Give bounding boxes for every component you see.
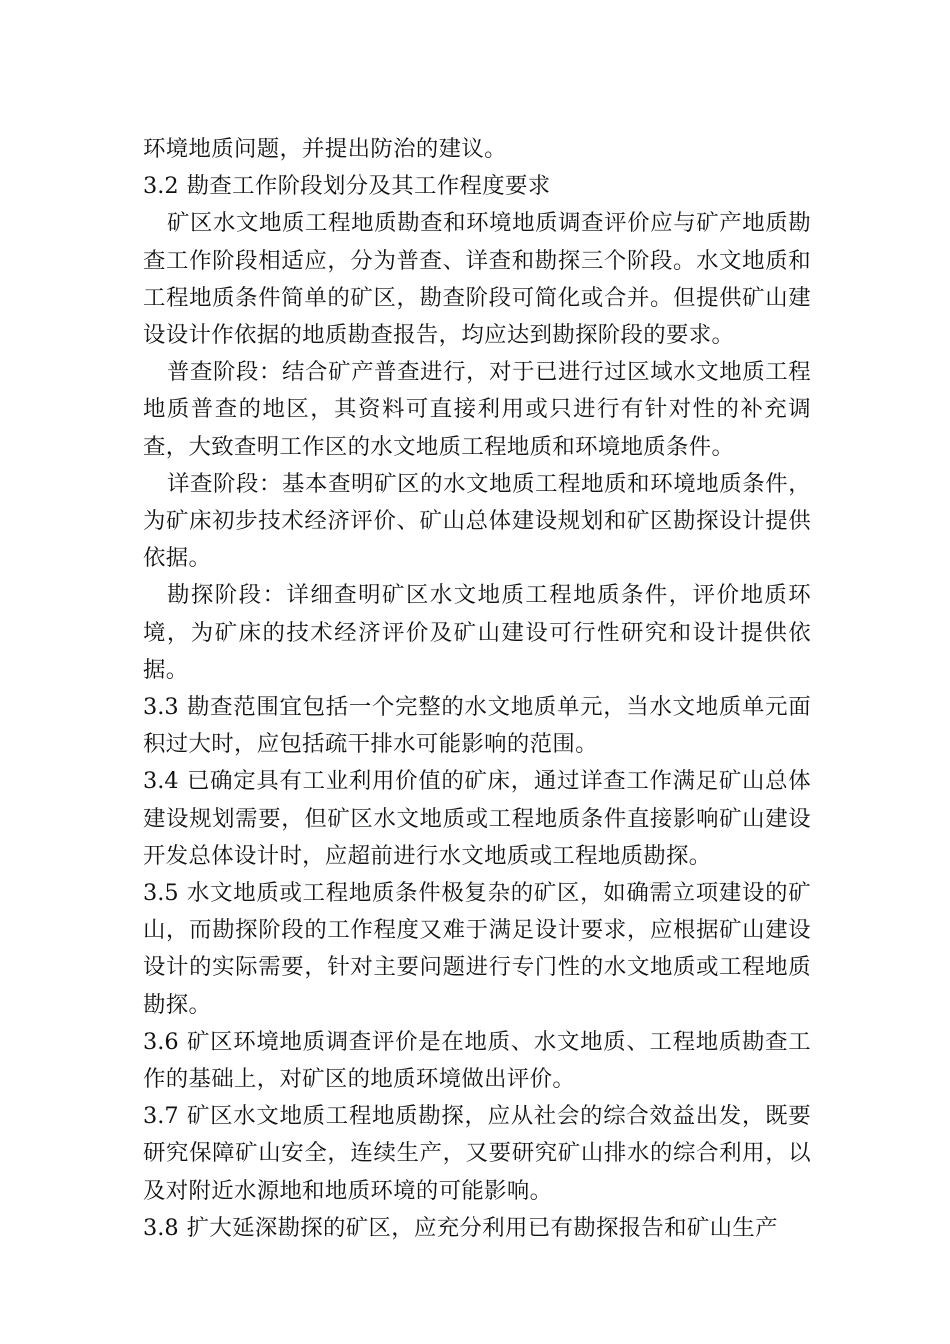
- clause-text: 矿区水文地质工程地质勘探，应从社会的综合效益出发，既要研究保障矿山安全，连续生产，又要研究矿山排水的综合利用，以及对附近水源地和地质环境的可能影响。: [143, 1103, 811, 1204]
- clause-text: 水文地质或工程地质条件极复杂的矿区，如确需立项建设的矿山，而勘探阶段的工作程度又难于满足设计要求，应根据矿山建设设计的实际需要，针对主要问题进行专门性的水文地质或工程地质勘探。: [143, 880, 811, 1018]
- section-number: 3.2: [143, 173, 179, 200]
- clause-3-6: [143, 1024, 811, 1098]
- document-body: [143, 131, 811, 1247]
- clause-3-3: [143, 689, 811, 763]
- paragraph-continuation: [143, 131, 811, 168]
- clause-3-4: [143, 763, 811, 875]
- paragraph-detailed-survey-stage: [143, 466, 811, 578]
- clause-text: 矿区环境地质调查评价是在地质、水文地质、工程地质勘查工作的基础上，对矿区的地质环境做出评价。: [143, 1028, 811, 1093]
- clause-text: 勘查范围宜包括一个完整的水文地质单元，当水文地质单元面积过大时，应包括疏干排水可能影响的范围。: [143, 694, 811, 758]
- paragraph-stage-overview: [143, 205, 811, 354]
- section-number: 3.8: [143, 1214, 179, 1241]
- clause-text: 扩大延深勘探的矿区，应充分利用已有勘探报告和矿山生产: [186, 1214, 778, 1241]
- paragraph-text: 勘探阶段：详细查明矿区水文地质工程地质条件，评价地质环境，为矿床的技术经济评价及矿山建设可行性研究和设计提供依据。: [143, 582, 811, 683]
- section-number: 3.6: [143, 1028, 179, 1055]
- paragraph-text: 详查阶段：基本查明矿区的水文地质工程地质和环境地质条件，为矿床初步技术经济评价、矿山总体建设规划和矿区勘探设计提供依据。: [143, 470, 811, 572]
- paragraph-text: 普查阶段：结合矿产普查进行，对于已进行过区域水文地质工程地质普查的地区，其资料可直接利用或只进行有针对性的补充调查，大致查明工作区的水文地质工程地质和环境地质条件。: [143, 359, 811, 460]
- clause-text: 已确定具有工业利用价值的矿床，通过详查工作满足矿山总体建设规划需要，但矿区水文地质或工程地质条件直接影响矿山建设开发总体设计时，应超前进行水文地质或工程地质勘探。: [143, 768, 811, 869]
- section-number: 3.3: [143, 694, 179, 721]
- clause-3-5: [143, 875, 811, 1024]
- paragraph-text: 环境地质问题，并提出防治的建议。: [143, 136, 507, 162]
- clause-3-8: [143, 1210, 811, 1247]
- paragraph-text: 矿区水文地质工程地质勘查和环境地质调查评价应与矿产地质勘查工作阶段相适应，分为普查、详查和勘探三个阶段。水文地质和工程地质条件简单的矿区，勘查阶段可简化或合并。但提供矿山建设设计作依据的地质勘查报告，均应达到勘探阶段的要求。: [143, 210, 811, 349]
- paragraph-exploration-stage: [143, 577, 811, 689]
- section-number: 3.7: [143, 1103, 179, 1130]
- section-number: 3.5: [143, 880, 179, 907]
- section-heading-text: 勘查工作阶段划分及其工作程度要求: [186, 173, 551, 200]
- paragraph-survey-stage: [143, 354, 811, 466]
- clause-3-7: [143, 1098, 811, 1210]
- section-number: 3.4: [143, 768, 179, 795]
- section-heading-3-2: [143, 168, 811, 205]
